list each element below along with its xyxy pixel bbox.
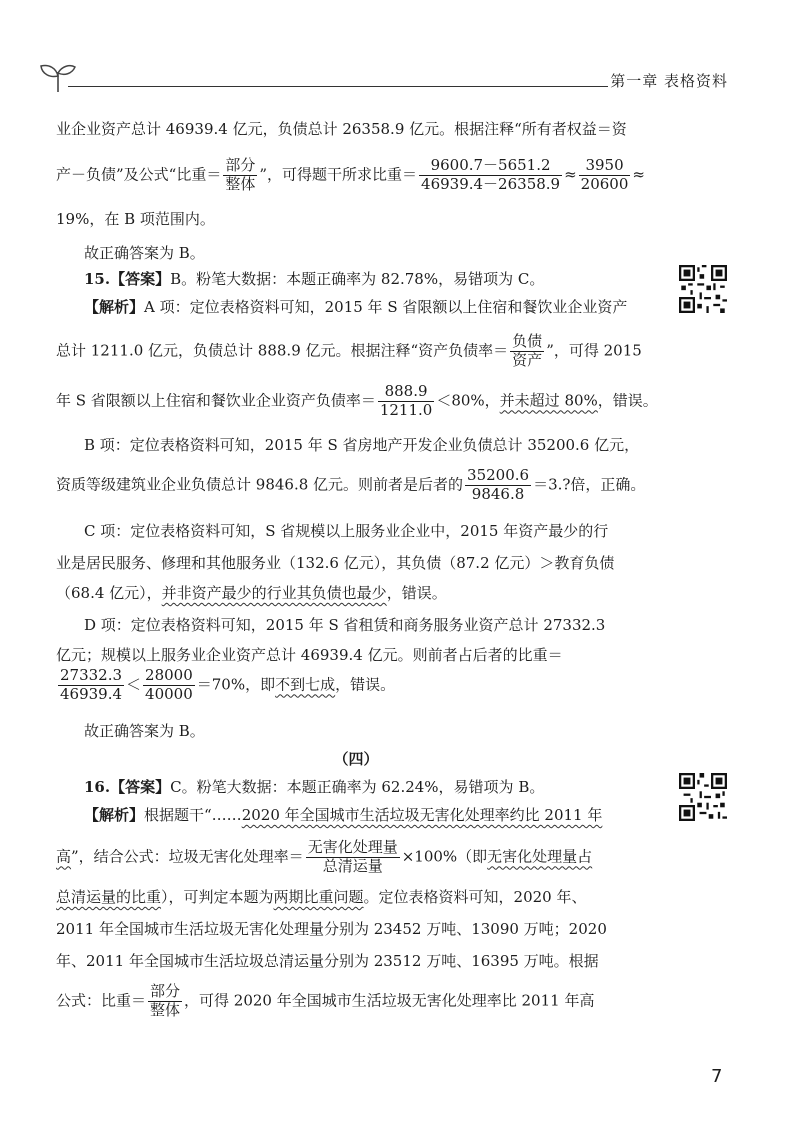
- text-line: D 项：定位表格资料可知，2015 年 S 省租赁和商务服务业资产总计 27332.3: [84, 616, 606, 634]
- text-line: B 项：定位表格资料可知，2015 年 S 省房地产开发企业负债总计 35200.6 亿元，: [84, 436, 640, 454]
- chapter-title: 第一章 表格资料: [610, 72, 728, 90]
- answer-line: 16.【答案】C。粉笔大数据：本题正确率为 62.24%，易错项为 B。: [84, 778, 545, 796]
- text-line: 故正确答案为 B。: [84, 244, 205, 262]
- text-line: 年、2011 年全国城市生活垃圾总清运量分别为 23512 万吨、16395 万吨。根据: [56, 952, 599, 970]
- fraction: $\frac{\text{部分}}{\text{整体}}$: [225, 156, 256, 193]
- text-line: 故正确答案为 B。: [84, 722, 205, 740]
- page-number: 7: [711, 1066, 723, 1087]
- fraction: $\frac{28000}{40000}$: [145, 666, 193, 703]
- text-line: 资质等级建筑业企业负债总计 9846.8 亿元。则前者是后者的 $\frac{35200.6}{9846.8}$ ＝3.?倍，正确。: [56, 466, 646, 503]
- text-line: （68.4 亿元），并非资产最少的行业其负债也最少，错误。: [56, 584, 447, 602]
- fraction: $\frac{\text{部分}}{\text{整体}}$: [150, 982, 181, 1019]
- text-line: 19%，在 B 项范围内。: [56, 210, 215, 228]
- text-line: 总清运量的比重），可判定本题为两期比重问题。定位表格资料可知，2020 年、: [56, 888, 587, 906]
- header-rule: [68, 86, 608, 87]
- section-heading: （四）: [333, 750, 379, 768]
- fraction: $\frac{888.9}{1211.0}$: [379, 382, 433, 419]
- text-line: C 项：定位表格资料可知，S 省规模以上服务业企业中，2015 年资产最少的行: [84, 522, 609, 540]
- fraction: $\frac{27332.3}{46939.4}$: [60, 666, 123, 703]
- text-line: $\frac{27332.3}{46939.4}$ ＜ $\frac{28000}{40000}$ ＝70%，即不到七成，错误。: [60, 666, 396, 703]
- sprout-icon: [38, 58, 78, 94]
- analysis-line: 【解析】A 项：定位表格资料可知，2015 年 S 省限额以上住宿和餐饮业企业资产: [84, 298, 628, 316]
- fraction: $\frac{3950}{20600}$: [580, 156, 629, 193]
- text-line: 业企业资产总计 46939.4 亿元，负债总计 26358.9 亿元。根据注释“所有者权益＝资: [56, 120, 627, 138]
- text-line: 公式：比重＝ $\frac{\text{部分}}{\text{整体}}$ ，可得 2020 年全国城市生活垃圾无害化处理率比 2011 年高: [56, 982, 595, 1019]
- fraction: $\frac{\text{无害化处理量}}{\text{总清运量}}$: [307, 838, 398, 875]
- text-line: 产－负债”及公式“比重＝ $\frac{\text{部分}}{\text{整体}}$ ”，可得题干所求比重＝ $\frac{9600.7-5651.2}{46939.4-26358.9}$ ≈ $\frac{3950}{20600}$ ≈: [56, 156, 645, 193]
- analysis-line: 【解析】根据题干“……2020 年全国城市生活垃圾无害化处理率约比 2011 年: [84, 806, 603, 824]
- text-line: 2011 年全国城市生活垃圾无害化处理量分别为 23452 万吨、13090 万吨；2020: [56, 920, 607, 938]
- fraction: $\frac{35200.6}{9846.8}$: [467, 466, 530, 503]
- text-line: 高”，结合公式：垃圾无害化处理率＝ $\frac{\text{无害化处理量}}{\text{总清运量}}$ ×100%（即无害化处理量占: [56, 838, 593, 875]
- text-line: 亿元；规模以上服务业企业资产总计 46939.4 亿元。则前者占后者的比重＝: [56, 646, 563, 664]
- text-line: 总计 1211.0 亿元，负债总计 888.9 亿元。根据注释“资产负债率＝ $\frac{\text{负债}}{\text{资产}}$ ”，可得 2015: [56, 332, 642, 369]
- answer-line: 15.【答案】B。粉笔大数据：本题正确率为 82.78%，易错项为 C。: [84, 270, 545, 288]
- fraction: $\frac{\text{负债}}{\text{资产}}$: [512, 332, 543, 369]
- page-header: [38, 58, 728, 94]
- fraction: $\frac{9600.7-5651.2}{46939.4-26358.9}$: [421, 156, 561, 193]
- qr-code-icon[interactable]: [679, 265, 727, 313]
- text-line: 业是居民服务、修理和其他服务业（132.6 亿元），其负债（87.2 亿元）＞教育负债: [56, 554, 615, 572]
- text-line: 年 S 省限额以上住宿和餐饮业企业资产负债率＝ $\frac{888.9}{1211.0}$ ＜80%，并未超过 80%，错误。: [56, 382, 658, 419]
- qr-code-icon[interactable]: [679, 773, 727, 821]
